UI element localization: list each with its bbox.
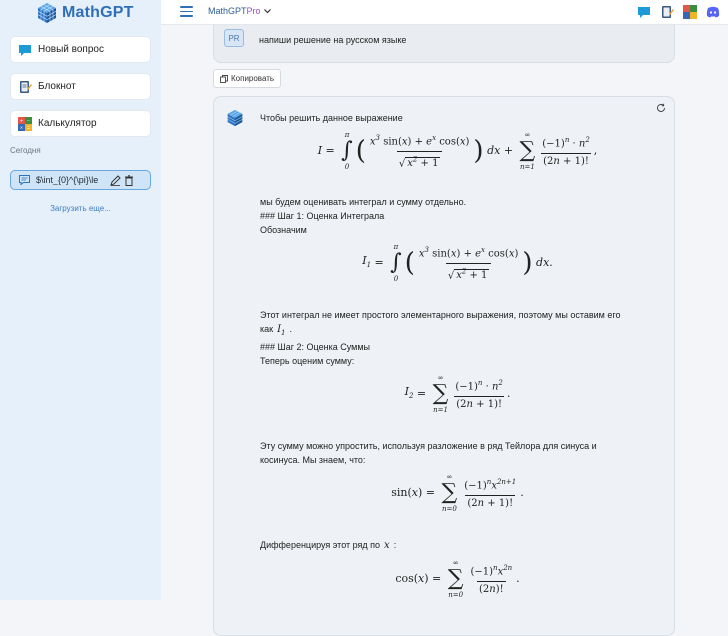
- copy-icon: [220, 75, 228, 83]
- ai-differentiate-colon: :: [393, 540, 397, 550]
- ai-no-elementary-text: Этот интеграл не имеет простого элементарного выражения, поэтому мы оставим его: [260, 310, 621, 320]
- mathgpt-avatar-icon: [226, 109, 244, 127]
- brand-logo[interactable]: [36, 1, 134, 25]
- svg-text:×: ×: [20, 125, 23, 131]
- ai-intro-text: Чтобы решить данное выражение: [260, 113, 403, 123]
- chat-area: [161, 25, 728, 600]
- brand-name: MathGPT: [62, 4, 134, 21]
- calculator-label: Калькулятор: [38, 118, 97, 129]
- chat-history-item[interactable]: [10, 170, 151, 190]
- top-header: [161, 0, 728, 25]
- formula-main-expression: I = π ∫ 0 ( $\frac{x^3 \sin(x) + e^x \cos(x)}{√ x^2 + 1}$ ) dx + ∞ ∑ n=1 $\frac{(-1)^n \cdot n^2}{(2n + 1)!}$ ,: [317, 131, 598, 171]
- ai-simplify-text: Эту сумму можно упростить, используя разложение в ряд Тейлора для синуса и: [260, 441, 597, 451]
- ai-differentiate-text: Дифференцируя этот ряд по: [260, 540, 381, 550]
- calculator-button[interactable]: [10, 110, 151, 137]
- ai-step1-heading: ### Шаг 1: Оценка Интеграла: [260, 211, 385, 221]
- notebook-icon[interactable]: [660, 5, 674, 19]
- formula-cos-series: cos( x ) = ∞ ∑ n=0 $\frac{(-1)^nx^{2n}}{(2n)!}$ .: [395, 559, 520, 599]
- ai-as-text: как: [260, 324, 274, 334]
- notebook-button[interactable]: [10, 73, 151, 100]
- calculator-icon: [18, 117, 32, 131]
- model-name: MathGPT: [208, 6, 247, 16]
- edit-icon[interactable]: [110, 175, 121, 186]
- notebook-icon: [18, 80, 32, 94]
- discord-icon[interactable]: [706, 5, 720, 19]
- trash-icon[interactable]: [124, 175, 134, 186]
- formula-sum-i2: $I_2$ = ∞ ∑ n=1 $\frac{(-1)^n \cdot n^2}{(2n + 1)!}$ .: [404, 374, 511, 414]
- hamburger-menu-icon[interactable]: [180, 6, 193, 17]
- sidebar: [0, 0, 162, 600]
- chat-icon: [19, 175, 30, 185]
- svg-text:=: =: [27, 125, 30, 131]
- load-more-link[interactable]: Загрузить еще...: [50, 204, 111, 213]
- chat-item-title: $\int_{0}^{\pi}\le: [36, 175, 99, 185]
- ai-denote-text: Обозначим: [260, 225, 307, 235]
- svg-text:−: −: [27, 118, 30, 124]
- model-selector[interactable]: [208, 6, 271, 16]
- notebook-label: Блокнот: [38, 81, 76, 92]
- calculator-icon[interactable]: [683, 5, 697, 19]
- user-message-text: напиши решение на русском языке: [259, 35, 407, 45]
- regenerate-icon[interactable]: [656, 103, 666, 113]
- ai-step2-heading: ### Шаг 2: Оценка Суммы: [260, 342, 370, 352]
- feedback-chat-icon[interactable]: [637, 5, 651, 19]
- model-tier: Pro: [246, 6, 261, 16]
- ai-response: Чтобы решить данное выражение I = π ∫ 0 ( $\frac{x^3 \sin(x) + e^x \cos(x)}{√ x^2 + 1}$ ) dx + ∞ ∑ n=1 $\frac{(-1)^n \cdot n^2}{(2n + 1)!}$ , мы будем оценивать интеграл и сумму отдельно. ### Шаг 1: Оценка Интеграла Обозначим $I_1$ = π ∫ 0 ( $\frac{x^3 \sin(x) + e^x \cos(x)}{√ x^2 + 1}$ ) dx . Этот интеграл не имеет простого элементарного выражения, поэтому мы оставим его как $I_1$ . ### Шаг 2: Оценка Суммы Теперь оценим сумму: $I_2$ = ∞ ∑ n=1 $\frac{(-1)^n \cdot n^2}{(2n + 1)!}$ . Эту сумму можно упростить, используя разложение в ряд Тейлора для синуса и косинуса. Мы знаем, что: sin( x ) = ∞ ∑ n=0 $\frac{(-1)^nx^{2n+1}}{(2n + 1)!}$ . Дифференцируя этот ряд по x : cos( x ) = ∞ ∑ n=0 $\frac{(-1)^nx^{2n}}{(2n)!}$ .: [213, 96, 675, 636]
- copy-button[interactable]: [213, 69, 281, 88]
- user-avatar: PR: [224, 29, 244, 47]
- cube-logo-icon: [36, 2, 58, 24]
- ai-estimate-text: Теперь оценим сумму:: [260, 356, 355, 366]
- svg-text:+: +: [20, 118, 23, 124]
- ai-simplify-text-2: косинуса. Мы знаем, что:: [260, 455, 366, 465]
- chat-bubble-icon: [18, 43, 32, 57]
- section-today-label: Сегодня: [10, 146, 41, 155]
- copy-label: Копировать: [231, 74, 275, 83]
- formula-integral-i1: $I_1$ = π ∫ 0 ( $\frac{x^3 \sin(x) + e^x \cos(x)}{√ x^2 + 1}$ ) dx .: [362, 243, 553, 283]
- chevron-down-icon: [264, 9, 271, 14]
- formula-sin-series: sin( x ) = ∞ ∑ n=0 $\frac{(-1)^nx^{2n+1}}{(2n + 1)!}$ .: [391, 473, 524, 513]
- new-question-label: Новый вопрос: [38, 44, 104, 55]
- new-question-button[interactable]: [10, 36, 151, 63]
- ai-separate-text: мы будем оценивать интеграл и сумму отдельно.: [260, 197, 467, 207]
- user-message: [213, 25, 675, 63]
